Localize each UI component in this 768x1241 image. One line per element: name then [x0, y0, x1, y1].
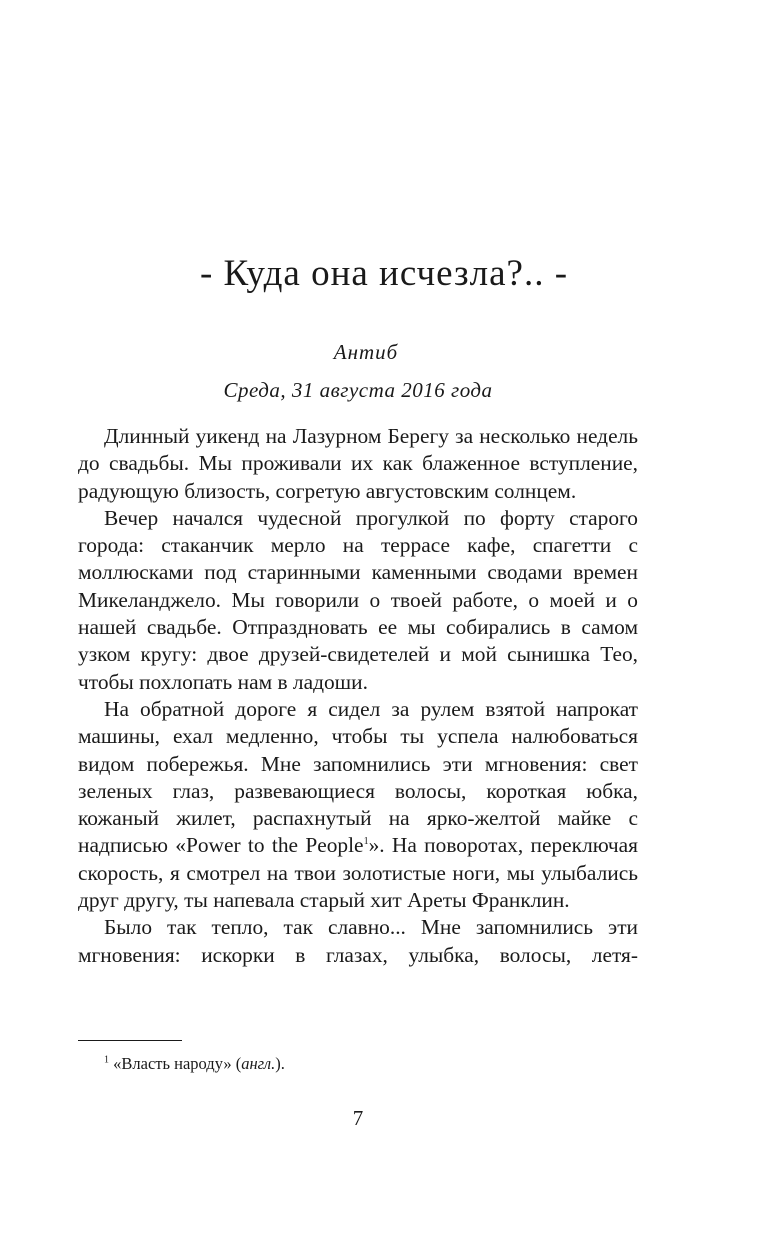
paragraph: Длинный уикенд на Лазурном Берегу за несколько недель до свадьбы. Мы проживали их как блаженное вступление, радующую близость, согретую августовским солнцем. [78, 424, 638, 503]
body-text [78, 423, 638, 969]
footnote-closing: ). [275, 1054, 285, 1073]
footnote-reference[interactable]: 1 [363, 836, 369, 848]
chapter-title: - Куда она исчезла?.. - [199, 253, 569, 294]
paragraph [78, 696, 638, 914]
paragraph-text: На обратной дороге я сидел за рулем взятой напрокат машины, ехал медленно, чтобы ты успела налюбоваться видом побережья. Мне запомнились эти мгновения: свет зеленых глаз, развевающиеся волосы, короткая юбка, кожаный жилет, распахнутый на ярко-желтой майке с надписью «Power to the People [78, 696, 638, 858]
footnote-lang: англ. [241, 1054, 276, 1073]
paragraph-text: ». На поворотах, переключая скорость, я смотрел на твои золотистые ноги, мы улыбались друг другу, ты напевала старый хит Ареты Франклин. [78, 833, 638, 913]
footnote-mark: 1 [104, 1054, 109, 1066]
footnote-text: «Власть народу» ( [113, 1054, 242, 1073]
chapter-place: Антиб [333, 340, 399, 364]
paragraph: Было так тепло, так славно... Мне запомнились эти мгновения: искорки в глазах, улыбка, волосы, летя- [78, 915, 638, 967]
footnote-divider [78, 1040, 182, 1041]
paragraph: Вечер начался чудесной прогулкой по форту старого города: стаканчик мерло на террасе кафе, спагетти с моллюсками под старинными каменными сводами времен Микеланджело. Мы говорили о твоей работе, о моей и о нашей свадьбе. Отпраздновать ее мы собирались в самом узком кругу: двое друзей-свидетелей и мой сынишка Тео, чтобы похлопать нам в ладоши. [78, 505, 638, 694]
chapter-date: Среда, 31 августа 2016 года [223, 378, 493, 402]
page-number: 7 [352, 1106, 364, 1130]
footnote [104, 1054, 285, 1074]
